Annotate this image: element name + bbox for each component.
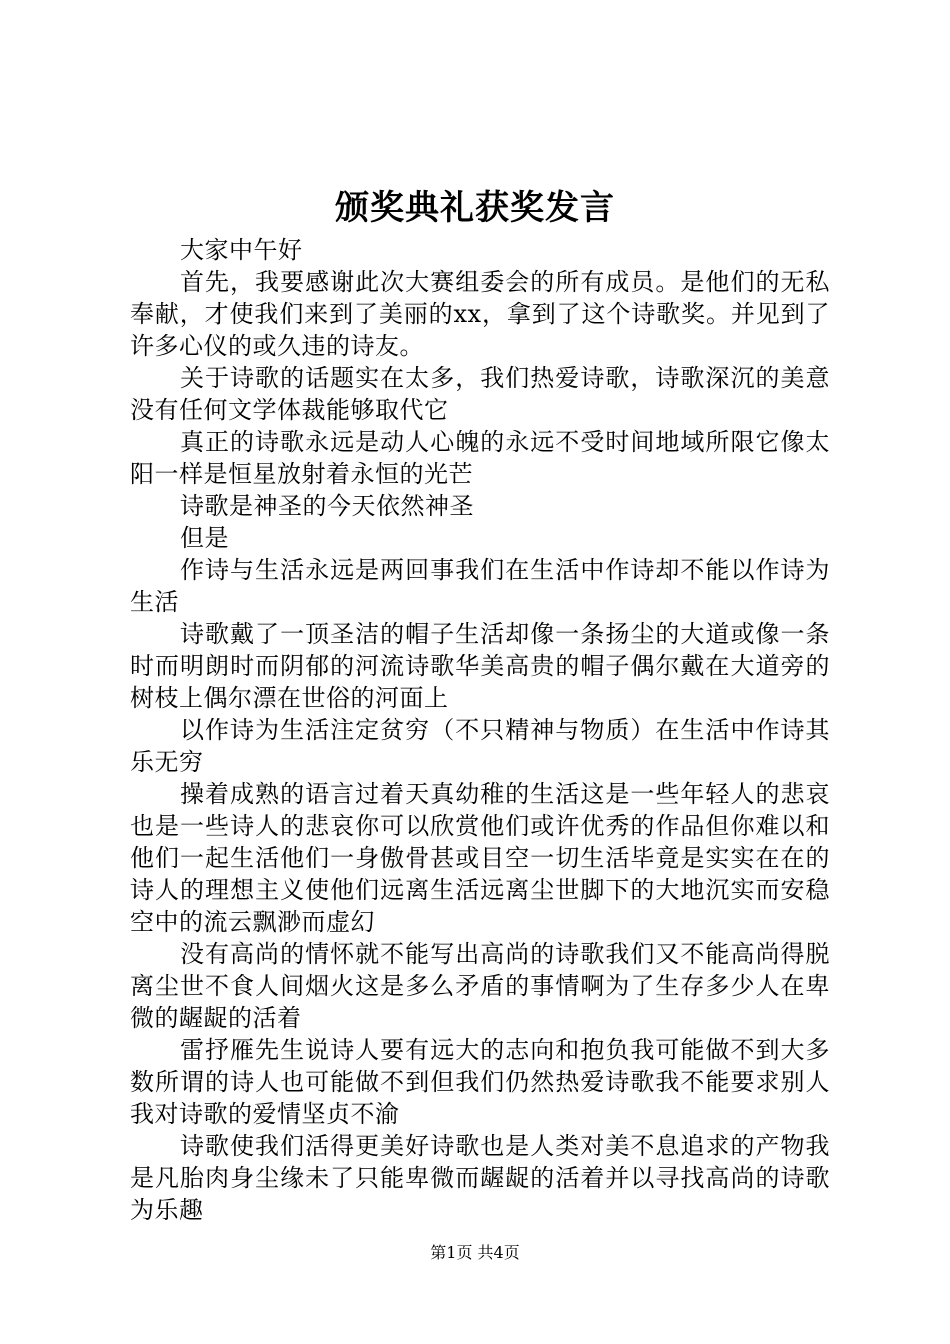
- paragraph: 但是: [180, 524, 229, 552]
- paragraph-thanks: 首先，我要感谢此次大赛组委会的所有成员。是他们的无私奉献，才使我们来到了美丽的xx，拿到了这个诗歌奖。并见到了许多心仪的或久违的诗友。: [130, 268, 830, 360]
- paragraph: 以作诗为生活注定贫穷（不只精神与物质）在生活中作诗其乐无穷: [130, 716, 830, 776]
- paragraph-greeting: 大家中午好: [180, 236, 303, 264]
- page-footer: 第1页 共4页: [430, 1243, 520, 1262]
- paragraph: 没有高尚的情怀就不能写出高尚的诗歌我们又不能高尚得脱离尘世不食人间烟火这是多么矛盾的事情啊为了生存多少人在卑微的龌龊的活着: [130, 940, 830, 1032]
- document-body: [130, 234, 830, 1226]
- paragraph: 雷抒雁先生说诗人要有远大的志向和抱负我可能做不到大多数所谓的诗人也可能做不到但我们仍然热爱诗歌我不能要求别人我对诗歌的爱情坚贞不渝: [130, 1036, 830, 1128]
- paragraph: 作诗与生活永远是两回事我们在生活中作诗却不能以作诗为生活: [130, 556, 830, 616]
- document-title: 颁奖典礼获奖发言: [335, 188, 615, 228]
- paragraph: 诗歌是神圣的今天依然神圣: [180, 492, 474, 520]
- paragraph: 诗歌戴了一顶圣洁的帽子生活却像一条扬尘的大道或像一条时而明朗时而阴郁的河流诗歌华美高贵的帽子偶尔戴在大道旁的树枝上偶尔漂在世俗的河面上: [130, 620, 830, 712]
- paragraph: 诗歌使我们活得更美好诗歌也是人类对美不息追求的产物我是凡胎肉身尘缘未了只能卑微而龌龊的活着并以寻找高尚的诗歌为乐趣: [130, 1132, 830, 1224]
- paragraph: 关于诗歌的话题实在太多，我们热爱诗歌，诗歌深沉的美意没有任何文学体裁能够取代它: [130, 364, 830, 424]
- paragraph: 真正的诗歌永远是动人心魄的永远不受时间地域所限它像太阳一样是恒星放射着永恒的光芒: [130, 428, 830, 488]
- paragraph: 操着成熟的语言过着天真幼稚的生活这是一些年轻人的悲哀也是一些诗人的悲哀你可以欣赏他们或许优秀的作品但你难以和他们一起生活他们一身傲骨甚或目空一切生活毕竟是实实在在的诗人的理想主义使他们远离生活远离尘世脚下的大地沉实而安稳空中的流云飘渺而虚幻: [130, 780, 830, 936]
